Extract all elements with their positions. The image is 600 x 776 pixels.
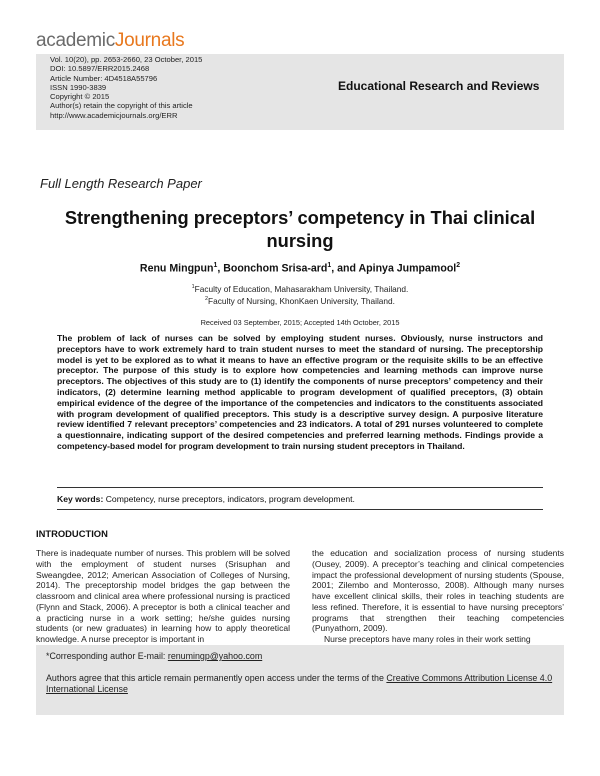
meta-rights: Author(s) retain the copyright of this article: [50, 101, 193, 111]
author-name: Apinya Jumpamool: [358, 262, 457, 275]
title-line-2: nursing: [266, 230, 334, 251]
affiliation-2: $^2$Faculty of Nursing, KhonKaen University, Thailand.: [205, 296, 395, 306]
author-list: Renu Mingpun$^1$, Boonchom Srisa-ard$^1$, and Apinya Jumpamool$^2$: [139, 262, 461, 275]
email-link[interactable]: renumingp@yahoo.com: [167, 651, 263, 661]
author-name: Renu Mingpun: [139, 262, 214, 275]
license-link[interactable]: Creative Commons Attribution License 4.0 International License: [46, 673, 553, 695]
affiliation-1: $^1$Faculty of Education, Mahasarakham University, Thailand.: [191, 284, 409, 294]
corresponding-author: *Corresponding author E-mail: renumingp@yahoo.com: [46, 651, 263, 661]
paper-type: Full Length Research Paper: [40, 176, 202, 191]
meta-volume: Vol. 10(20), pp. 2653-2660, 23 October, 2015: [50, 55, 203, 64]
title-line-1: Strengthening preceptors’ competency in Thai clinical: [64, 207, 536, 228]
keywords: Key words: Competency, nurse preceptors, indicators, program development.: [57, 494, 355, 504]
meta-issn: ISSN 1990-3839: [50, 82, 107, 92]
journal-name: Educational Research and Reviews: [338, 79, 540, 93]
meta-url-link[interactable]: http://www.academicjournals.org/ERR: [50, 110, 178, 120]
abstract: The problem of lack of nurses can be solved by employing student nurses. Obviously, nurse instructors and preceptors have to work extremely hard to train student nurses to meet the standard of nursing. The preceptorship model is yet to be explored as to what it means to have an effective program or the requisite skills to be an effective preceptor. The purpose of this study is to explore how competencies and learning methods can improve nurse preceptors. The objectives of this study are to (1) identify the components of nurse preceptors’ competency and their indicators, (2) determine learning method applicable to program development of qualified preceptors, (3) obtain empirical evidence of the degree of the importance of the competencies and indicators to the constituents associated with program development of qualified preceptors. This study is a descriptive survey design. A purposive literature review identified 7 relevant preceptors’ competencies and 23 indicators. A total of 291 nurses volunteered to complete a questionnaire, indicating support of the desired competencies and preferred learning methods. Findings provide a competency-based model for program development to train nursing student preceptors in Thailand.: [57, 333, 543, 451]
section-heading: INTRODUCTION: [36, 528, 108, 539]
paragraph: Nurse preceptors have many roles in their work setting: [324, 634, 531, 644]
author-name: Boonchom Srisa-ard: [223, 262, 328, 275]
body-column-right: [312, 548, 564, 645]
journal-logo: academicJournals: [36, 30, 185, 51]
license-note: Authors agree that this article remain permanently open access under the terms of the Creative Commons Attribution License 4.0 International License: [46, 673, 553, 695]
received-date: Received 03 September, 2015; Accepted 14th October, 2015: [200, 318, 400, 327]
article-metadata: [50, 55, 202, 120]
meta-article-number: Article Number: 4D4518A55796: [50, 73, 158, 83]
meta-doi: DOI: 10.5897/ERR2015.2468: [50, 64, 150, 74]
body-column-left: There is inadequate number of nurses. This problem will be solved with the employment of student nurses (Srisuphan and Sweangdee, 2012; American Association of Colleges of Nursing, 2014). The preceptorship model bridges the gap between the classroom and clinical area where professional nursing is practiced (Flynn and Stack, 2006). A preceptor is both a clinical teacher and a practicing nurse in a work setting; he/she guides nursing students (or new graduates) in learning how to apply theoretical knowledge. A nurse preceptor is important in: [36, 548, 290, 644]
paragraph: the education and socialization process of nursing students (Ousey, 2009). A preceptor’s teaching and clinical competencies impact the professional development of nursing students (Spouse, 2001; Zilembo and Monterosso, 2008). Although many nurses have excellent clinical skills, their roles in teaching students are less refined. Therefore, it is essential to have nursing preceptors’ programs that strengthen their teaching competencies (Punyathorn, 2009).: [312, 548, 564, 634]
divider: [57, 487, 543, 488]
meta-copyright: Copyright © 2015: [50, 92, 110, 102]
divider: [57, 509, 543, 510]
paper-title: [40, 206, 560, 252]
